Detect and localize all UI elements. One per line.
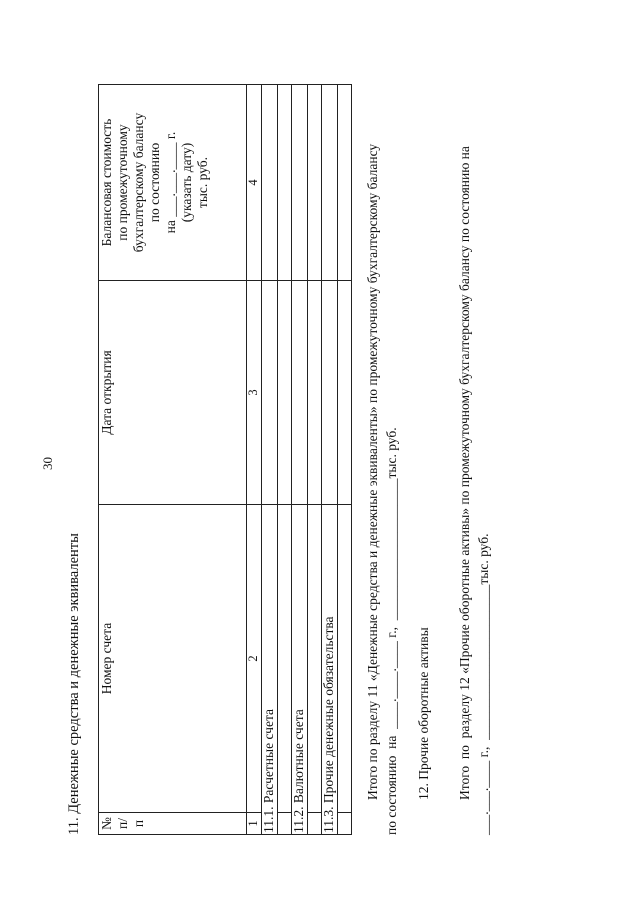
table-cell — [338, 85, 352, 281]
section-12-total-line-2: ___.___.____ г., _______________________тыс. руб. — [476, 533, 491, 835]
header-number — [99, 813, 247, 835]
header-open-date-text: Дата открытия — [99, 350, 114, 435]
table-cell — [262, 85, 278, 281]
table-cell — [278, 813, 292, 835]
table-row — [308, 85, 322, 835]
column-numbers-row — [247, 85, 262, 835]
table-row — [292, 85, 308, 835]
column-number: 3 — [247, 281, 262, 505]
section-11-total-line-1: Итого по разделу 11 «Денежные средства и денежные эквиваленты» по промежуточному бухгалтерскому балансу — [365, 143, 380, 800]
header-account-number — [99, 505, 247, 813]
table-cell — [308, 281, 322, 505]
section-11-total-line-2: по состоянию на ____.____.____ г., _____________________тыс. руб. — [384, 427, 399, 835]
header-account-number-text: Номер счета — [99, 622, 114, 695]
column-number: 2 — [247, 505, 262, 813]
table-cell — [322, 281, 338, 505]
table-cell — [338, 281, 352, 505]
table-cell — [292, 85, 308, 281]
column-number: 1 — [247, 813, 262, 835]
table-row — [322, 85, 338, 835]
table-cell — [278, 505, 292, 813]
header-balance-value — [99, 85, 247, 281]
column-number: 4 — [247, 85, 262, 281]
row-label: 11.3. Прочие денежные обязательства — [322, 505, 338, 835]
table-cell — [308, 813, 322, 835]
table-row — [278, 85, 292, 835]
table-cell — [278, 85, 292, 281]
table-row — [262, 85, 278, 835]
table-header-row — [99, 85, 247, 835]
table-cell — [262, 281, 278, 505]
row-label: 11.2. Валютные счета — [292, 505, 308, 835]
section-11-title: 11. Денежные средства и денежные эквиваленты — [66, 533, 82, 835]
section-12-total-line-1: Итого по разделу 12 «Прочие оборотные активы» по промежуточному бухгалтерскому балансу по состоянию на — [457, 146, 472, 800]
section-12-title: 12. Прочие оборотные активы — [416, 627, 431, 800]
row-label: 11.1. Расчетные счета — [262, 505, 278, 835]
table-row — [338, 85, 352, 835]
table-cell — [308, 85, 322, 281]
header-number-text: № п/п — [99, 817, 146, 830]
header-open-date — [99, 281, 247, 505]
table-cell — [278, 281, 292, 505]
cash-table — [98, 84, 352, 835]
table-cell — [338, 505, 352, 813]
page-number: 30 — [40, 457, 55, 470]
table-cell — [292, 281, 308, 505]
table-cell — [338, 813, 352, 835]
table-cell — [308, 505, 322, 813]
header-balance-value-text: Балансовая стоимость по промежуточному бухгалтерскому балансу по состоянию на ___.___.____ г. (указать дату) тыс. руб. — [99, 112, 210, 253]
table-cell — [322, 85, 338, 281]
